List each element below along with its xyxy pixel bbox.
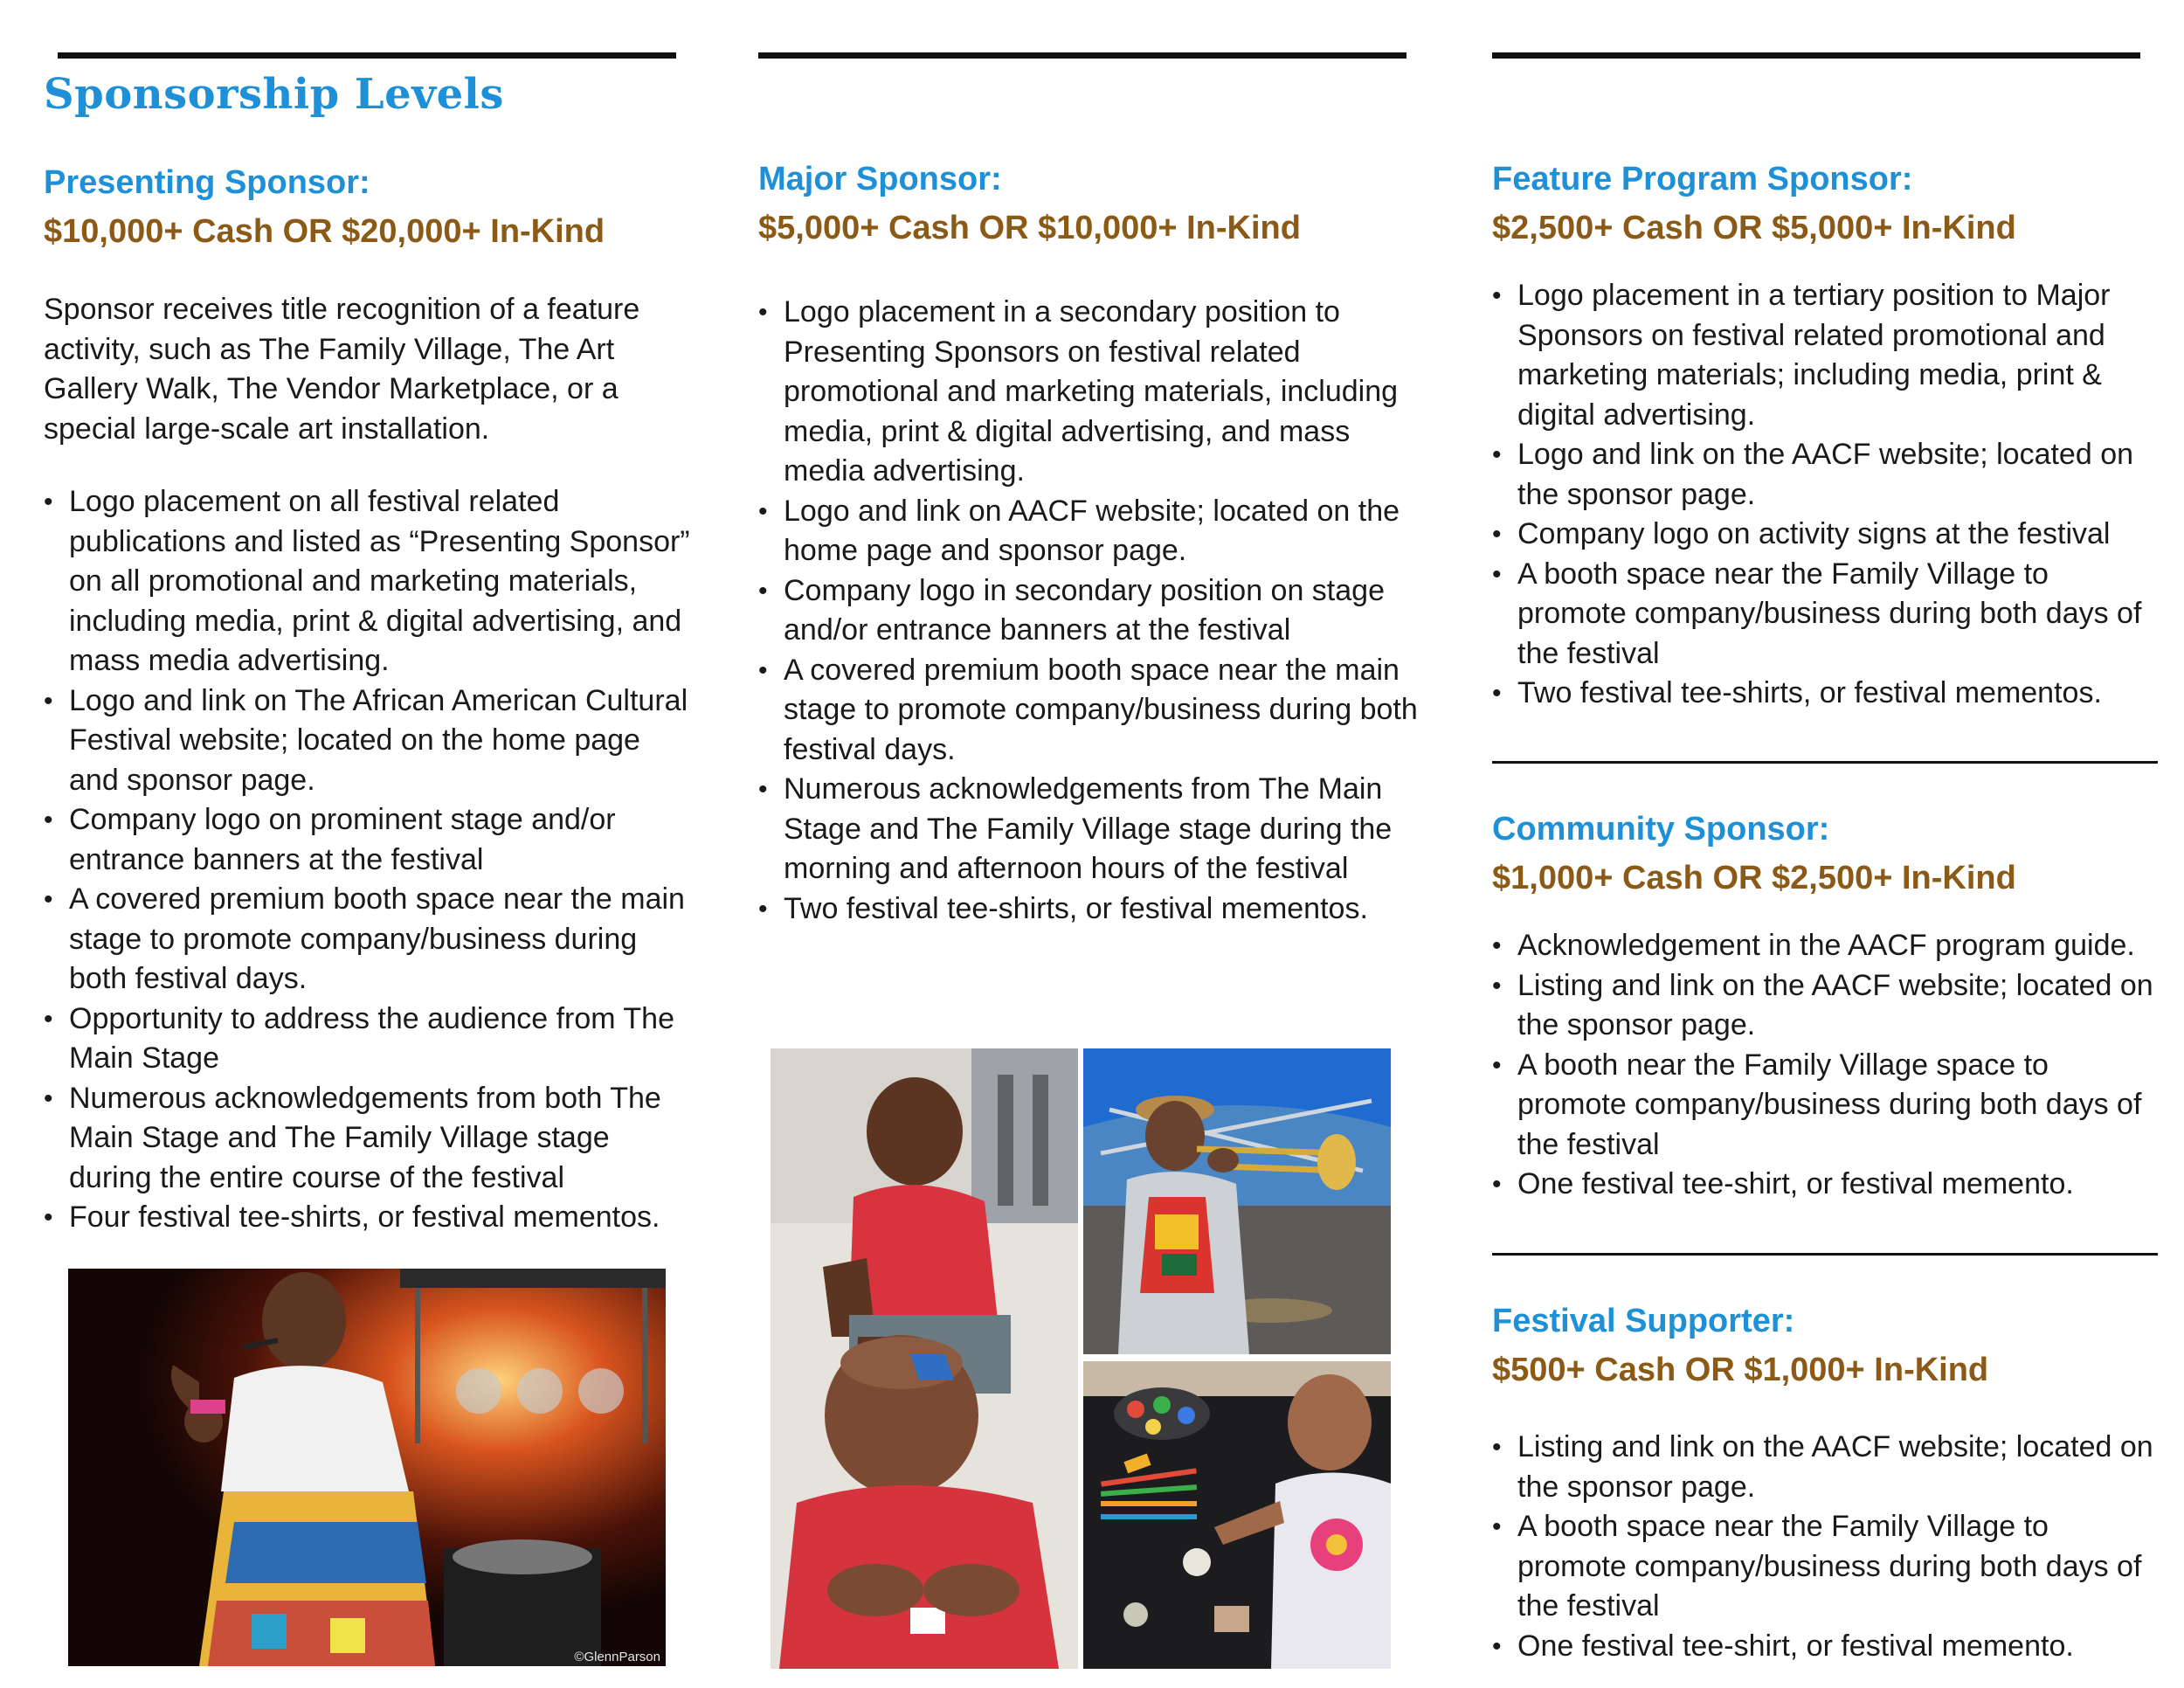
list-item: • One festival tee-shirt, or festival memento. (1492, 1627, 2165, 1667)
list-item: • Two festival tee-shirts, or festival mementos. (1492, 674, 2165, 714)
singer-photo (68, 1269, 666, 1666)
list-item: • Logo and link on The African American Cultural Festival website; located on the home page and sponsor page. (44, 681, 690, 801)
list-item: • A covered premium booth space near the main stage to promote company/business during both festival days. (758, 651, 1422, 771)
list-item: • One festival tee-shirt, or festival memento. (1492, 1165, 2165, 1205)
list-item: • Logo and link on the AACF website; located on the sponsor page. (1492, 435, 2165, 515)
list-item: • Numerous acknowledgements from both The Main Stage and The Family Village stage during the entire course of the festival (44, 1079, 690, 1199)
festival-supporter-heading: Festival Supporter: (1492, 1303, 1795, 1339)
list-item: • Logo placement in a secondary position to Presenting Sponsors on festival related promotional and marketing materials, including media, print & digital advertising, and mass media advertising. (758, 293, 1422, 492)
list-item: • Listing and link on the AACF website; located on the sponsor page. (1492, 1428, 2165, 1507)
community-sponsor-amount: $1,000+ Cash OR $2,500+ In-Kind (1492, 860, 2016, 896)
major-benefits-list (758, 293, 1422, 929)
list-item: • Company logo on prominent stage and/or entrance banners at the festival (44, 800, 690, 880)
feature-benefits-list (1492, 276, 2165, 714)
list-item: • Listing and link on the AACF website; located on the sponsor page. (1492, 966, 2165, 1046)
presenting-sponsor-description: Sponsor receives title recognition of a feature activity, such as The Family Village, The Art Gallery Walk, The Vendor Marketplace, or a special large-scale art installation. (44, 293, 640, 446)
list-item: • A booth near the Family Village space to promote company/business during both days of the festival (1492, 1046, 2165, 1166)
list-item: • A booth space near the Family Village to promote company/business during both days of the festival (1492, 1507, 2165, 1627)
section-divider (1492, 1253, 2158, 1256)
presenting-sponsor-amount: $10,000+ Cash OR $20,000+ In-Kind (44, 213, 605, 250)
community-benefits-list (1492, 926, 2165, 1205)
list-item: • Acknowledgement in the AACF program guide. (1492, 926, 2165, 966)
father-son-photo (771, 1048, 1078, 1669)
feature-sponsor-heading: Feature Program Sponsor: (1492, 161, 1913, 197)
trombone-player-photo-image (1083, 1048, 1391, 1354)
major-sponsor-amount: $5,000+ Cash OR $10,000+ In-Kind (758, 210, 1301, 246)
list-item: • Logo placement on all festival related publications and listed as “Presenting Sponsor” on all promotional and marketing materials, including media, print & digital advertising, and mass media advertising. (44, 482, 690, 681)
list-item: • A booth space near the Family Village to promote company/business during both days of the festival (1492, 555, 2165, 675)
top-rule (58, 52, 676, 59)
list-item: • Company logo in secondary position on stage and/or entrance banners at the festival (758, 571, 1422, 651)
supporter-benefits-list (1492, 1428, 2165, 1666)
painting-child-photo-image (1083, 1361, 1391, 1669)
top-rule (758, 52, 1406, 59)
list-item: • Opportunity to address the audience from The Main Stage (44, 1000, 690, 1079)
list-item: • Logo placement in a tertiary position to Major Sponsors on festival related promotional and marketing materials; including media, print & digital advertising. (1492, 276, 2165, 435)
page-title: Sponsorship Levels (44, 70, 504, 119)
list-item: • Numerous acknowledgements from The Main Stage and The Family Village stage during the morning and afternoon hours of the festival (758, 770, 1422, 889)
photo-credit: ©GlennParson (574, 1650, 660, 1664)
list-item: • Two festival tee-shirts, or festival mementos. (758, 889, 1422, 930)
top-rule (1492, 52, 2140, 59)
festival-supporter-amount: $500+ Cash OR $1,000+ In-Kind (1492, 1352, 1989, 1388)
list-item: • Company logo on activity signs at the festival (1492, 515, 2165, 555)
major-sponsor-heading: Major Sponsor: (758, 161, 1002, 197)
list-item: • Logo and link on AACF website; located on the home page and sponsor page. (758, 492, 1422, 571)
trombone-player-photo (1083, 1048, 1391, 1354)
presenting-sponsor-heading: Presenting Sponsor: (44, 164, 370, 201)
list-item: • Four festival tee-shirts, or festival mementos. (44, 1198, 690, 1238)
singer-photo-image (68, 1269, 666, 1666)
community-sponsor-heading: Community Sponsor: (1492, 811, 1830, 847)
father-son-photo-image (771, 1048, 1078, 1669)
section-divider (1492, 761, 2158, 764)
painting-child-photo (1083, 1361, 1391, 1669)
list-item: • A covered premium booth space near the main stage to promote company/business during both festival days. (44, 880, 690, 1000)
presenting-benefits-list (44, 482, 690, 1238)
feature-sponsor-amount: $2,500+ Cash OR $5,000+ In-Kind (1492, 210, 2016, 246)
